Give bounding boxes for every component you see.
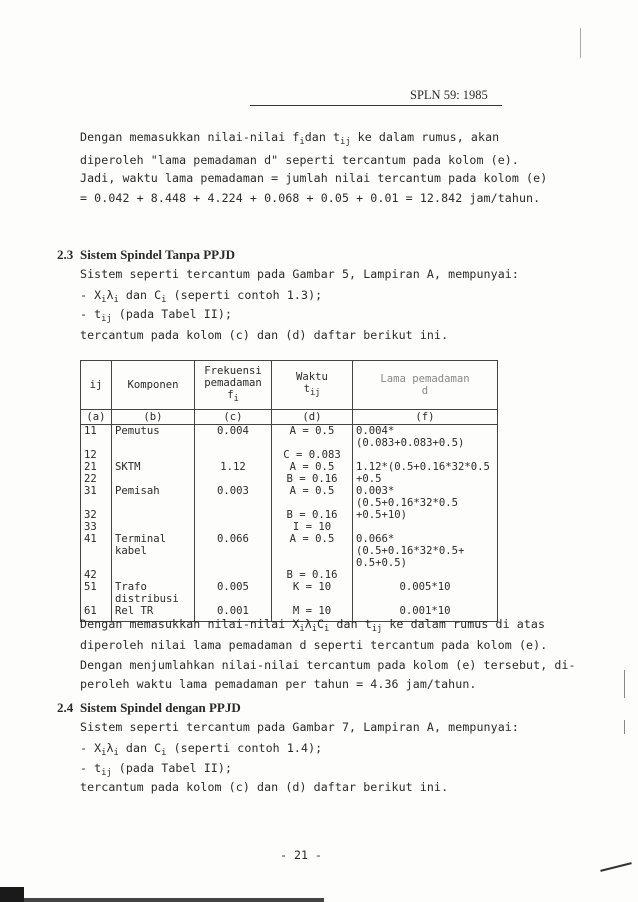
row-waktu: A = 0.5 — [272, 425, 353, 450]
scan-mark — [0, 887, 24, 902]
row-komponen — [112, 473, 195, 485]
row-lama: +0.5+10) — [353, 509, 498, 521]
sec24-line1: Sistem seperti tercantum pada Gambar 7, Lampiran A, mempunyai: — [80, 720, 519, 734]
table-row — [81, 461, 498, 473]
row-frekuensi — [195, 473, 272, 485]
para2-line3: Dengan menjumlahkan nilai-nilai tercantum pada kolom (e) tersebut, di- — [80, 658, 576, 672]
row-komponen: Terminal kabel — [112, 533, 195, 569]
row-komponen — [112, 569, 195, 581]
row-waktu: B = 0.16 — [272, 509, 353, 521]
row-komponen — [112, 521, 195, 533]
row-frekuensi — [195, 449, 272, 461]
sec23-line3: - $t_{ij}$ (pada Tabel II); — [80, 307, 233, 324]
scan-mark — [600, 862, 632, 872]
table-row — [81, 521, 498, 533]
row-komponen: SKTM — [112, 461, 195, 473]
header-komponen: Komponen — [112, 361, 195, 410]
row-waktu: B = 0.16 — [272, 473, 353, 485]
row-waktu: A = 0.5 — [272, 485, 353, 509]
row-waktu: B = 0.16 — [272, 569, 353, 581]
header-ij: ij — [81, 361, 112, 410]
letter-b: (b) — [112, 410, 195, 425]
para2-line2: diperoleh nilai lama pemadaman d seperti tercantum pada kolom (e). — [80, 638, 548, 652]
letter-a: (a) — [81, 410, 112, 425]
row-frekuensi — [195, 569, 272, 581]
row-komponen: Rel TR — [112, 605, 195, 622]
sec24-line3: - $t_{ij}$ (pada Tabel II); — [80, 761, 233, 778]
row-ij: 32 — [81, 509, 112, 521]
letter-d: (d) — [272, 410, 353, 425]
table-row — [81, 509, 498, 521]
row-frekuensi: 0.005 — [195, 581, 272, 605]
row-ij: 61 — [81, 605, 112, 622]
row-ij: 42 — [81, 569, 112, 581]
header-rule — [250, 105, 502, 106]
para2-line4: peroleh waktu lama pemadaman per tahun = 4.36 jam/tahun. — [80, 677, 477, 691]
outage-table — [80, 360, 498, 622]
para1-line2: diperoleh "lama pemadaman d" seperti tercantum pada kolom (e). — [80, 153, 519, 167]
sec23-line4: tercantum pada kolom (c) dan (d) daftar berikut ini. — [80, 328, 449, 342]
row-lama — [353, 449, 498, 461]
section-number: 2.4 — [57, 700, 74, 715]
row-waktu: A = 0.5 — [272, 461, 353, 473]
section-title: Sistem Spindel Tanpa PPJD — [80, 247, 235, 262]
para1-line1: Dengan memasukkan nilai-nilai $f_idan$ $t_{ij}$ ke dalam rumus, akan — [80, 130, 500, 147]
sec24-line4: tercantum pada kolom (c) dan (d) daftar berikut ini. — [80, 780, 449, 794]
section-title: Sistem Spindel dengan PPJD — [80, 700, 241, 715]
row-waktu: K = 10 — [272, 581, 353, 605]
para2-line1: Dengan memasukkan nilai-nilai $X_i\lambda_iC_i$ dan $t_{ij}$ ke dalam rumus di atas — [80, 617, 546, 634]
row-komponen — [112, 449, 195, 461]
sec23-line1: Sistem seperti tercantum pada Gambar 5, Lampiran A, mempunyai: — [80, 267, 519, 281]
table-row — [81, 449, 498, 461]
table-row — [81, 533, 498, 569]
row-komponen: Pemisah — [112, 485, 195, 509]
row-ij: 33 — [81, 521, 112, 533]
row-lama: 1.12*(0.5+0.16*32*0.5 — [353, 461, 498, 473]
row-frekuensi: 0.066 — [195, 533, 272, 569]
page-number: - 21 - — [280, 848, 322, 862]
row-frekuensi: 0.001 — [195, 605, 272, 622]
table-letter-row — [81, 410, 498, 425]
row-komponen — [112, 509, 195, 521]
row-ij: 11 — [81, 425, 112, 450]
table-row — [81, 581, 498, 605]
row-ij: 41 — [81, 533, 112, 569]
row-lama: +0.5 — [353, 473, 498, 485]
row-frekuensi: 0.004 — [195, 425, 272, 450]
row-ij: 12 — [81, 449, 112, 461]
table-row — [81, 485, 498, 509]
header-frekuensi: Frekuensi pemadaman $f_i$ — [195, 361, 272, 410]
row-komponen: Trafo distribusi — [112, 581, 195, 605]
row-waktu: I = 10 — [272, 521, 353, 533]
sec24-line2: - $X_i\lambda_i$ dan $C_i$ (seperti contoh 1.4); — [80, 741, 323, 758]
scan-mark — [624, 720, 625, 734]
letter-c: (c) — [195, 410, 272, 425]
row-ij: 22 — [81, 473, 112, 485]
row-frekuensi — [195, 509, 272, 521]
row-komponen: Pemutus — [112, 425, 195, 450]
table-header-row — [81, 361, 498, 410]
row-ij: 51 — [81, 581, 112, 605]
row-frekuensi — [195, 521, 272, 533]
letter-f: (f) — [353, 410, 498, 425]
row-lama: 0.004*(0.083+0.083+0.5) — [353, 425, 498, 450]
header-waktu: Waktu $t_{ij}$ — [272, 361, 353, 410]
scan-mark — [580, 28, 581, 58]
scan-mark — [624, 670, 625, 698]
row-frekuensi: 1.12 — [195, 461, 272, 473]
document-id: SPLN 59: 1985 — [410, 88, 488, 102]
row-waktu: M = 10 — [272, 605, 353, 622]
para1-line3: Jadi, waktu lama pemadaman = jumlah nilai tercantum pada kolom (e) — [80, 171, 548, 185]
scan-mark — [24, 898, 324, 902]
sec23-line2: - $X_i\lambda_i$ dan $C_i$ (seperti contoh 1.3); — [80, 288, 323, 305]
table-row — [81, 473, 498, 485]
table-row — [81, 425, 498, 450]
header-waktu-text: Waktu t — [296, 371, 328, 395]
row-ij: 31 — [81, 485, 112, 509]
row-frekuensi: 0.003 — [195, 485, 272, 509]
row-waktu: A = 0.5 — [272, 533, 353, 569]
row-lama — [353, 521, 498, 533]
row-lama: 0.001*10 — [353, 605, 498, 622]
row-waktu: C = 0.083 — [272, 449, 353, 461]
header-frekuensi-text: Frekuensi pemadaman f — [204, 365, 262, 401]
table-body — [81, 425, 498, 622]
row-lama: 0.005*10 — [353, 581, 498, 605]
row-lama — [353, 569, 498, 581]
table-row — [81, 569, 498, 581]
row-lama: 0.003*(0.5+0.16*32*0.5 — [353, 485, 498, 509]
row-ij: 21 — [81, 461, 112, 473]
header-lama: Lama pemadaman d — [353, 361, 498, 410]
para1-line4: = 0.042 + 8.448 + 4.224 + 0.068 + 0.05 + 0.01 = 12.842 jam/tahun. — [80, 191, 541, 205]
row-lama: 0.066*(0.5+0.16*32*0.5+ 0.5+0.5) — [353, 533, 498, 569]
section-number: 2.3 — [57, 247, 74, 262]
